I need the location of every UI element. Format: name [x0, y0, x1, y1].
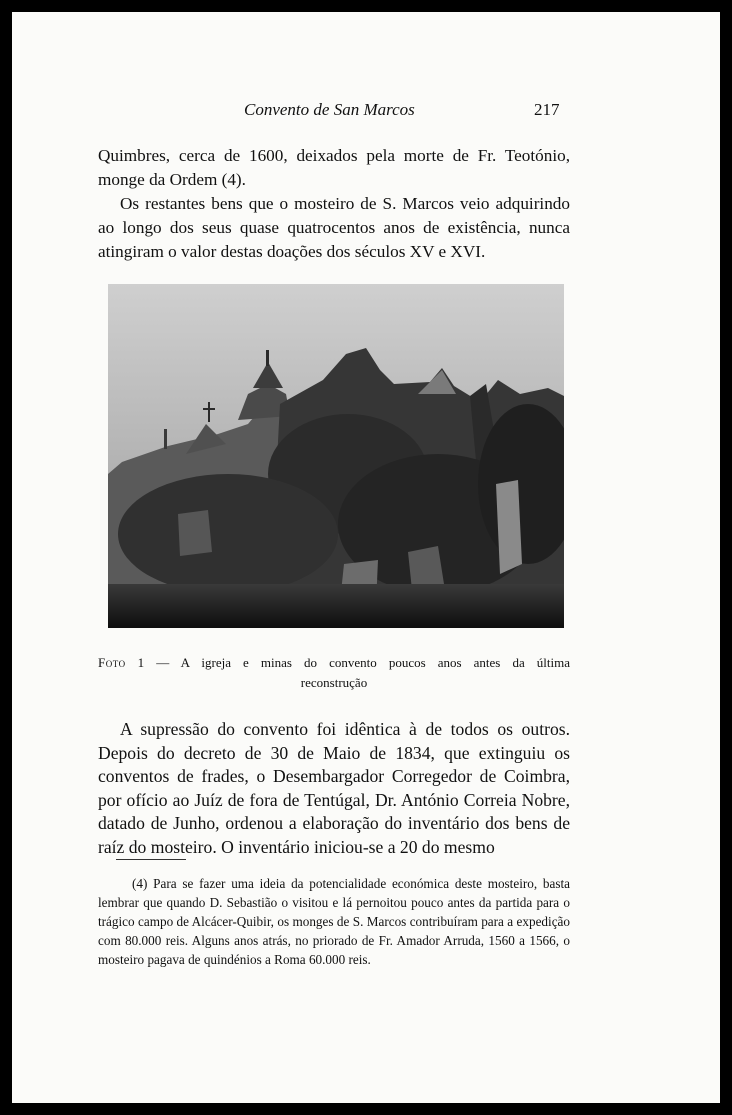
footnote-divider: [116, 859, 186, 860]
caption-number: 1: [137, 655, 145, 670]
running-title: Convento de San Marcos: [244, 100, 415, 119]
figure-caption: [98, 653, 570, 693]
page-header: [12, 100, 720, 124]
paragraph-1: [98, 144, 570, 192]
paragraph-1-text: Quimbres, cerca de 1600, deixados pela morte de Fr. Teotónio, monge da Ordem (4).: [98, 146, 570, 189]
footnote: [98, 874, 570, 969]
caption-label: Foto: [98, 655, 126, 670]
convent-ruins-image: [108, 284, 564, 628]
caption-text: — A igreja e minas do convento poucos anos antes da última: [156, 655, 571, 670]
convent-photograph: [108, 284, 564, 628]
caption-line-2: reconstrução: [300, 675, 368, 690]
book-page: [12, 12, 720, 1103]
paragraph-3-text: A supressão do convento foi idêntica à de todos os outros. Depois do decreto de 30 de Maio de 1834, que extinguiu os conventos de frades, o Desembargador Corregedor de Coimbra, por ofício ao Juíz de fora de Tentúgal, Dr. António Correia Nobre, datado de Junho, ordenou a elaboração do inventário dos bens de raíz do mosteiro. O inventário iniciou-se a 20 do mesmo: [98, 719, 570, 857]
caption-line-1: [98, 653, 570, 673]
paragraph-2-text: Os restantes bens que o mosteiro de S. Marcos veio adquirindo ao longo dos seus quase quatrocentos anos de existência, nunca atingiram o valor destas doações dos séculos XV e XVI.: [98, 194, 570, 261]
footnote-text: (4) Para se fazer uma ideia da potencialidade económica deste mosteiro, basta lembrar que quando D. Sebastião o visitou e lá pernoitou pouco antes da partida para o trágico campo de Alcácer-Quibir, os monges de S. Marcos contribuíram para a expedição com 80.000 reis. Alguns anos atrás, no priorado de Fr. Amador Arruda, 1560 a 1566, o mosteiro pagava de quindénios a Roma 60.000 reis.: [98, 876, 570, 967]
paragraph-2: [98, 192, 570, 264]
paragraph-3: [98, 718, 570, 860]
page-number: 217: [534, 100, 560, 119]
